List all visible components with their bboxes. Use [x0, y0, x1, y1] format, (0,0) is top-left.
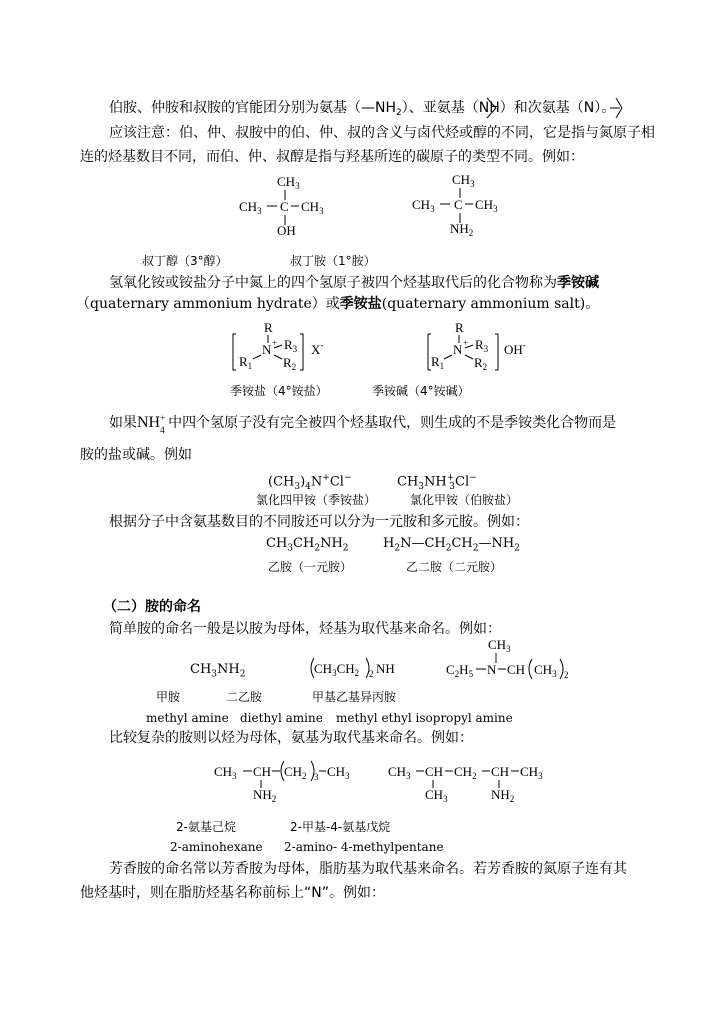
svg-text:CH2: $CH_2$ [284, 764, 307, 781]
svg-text:CH3: $CH_3$ [239, 199, 262, 216]
svg-text:R: R [264, 320, 273, 335]
svg-text:X-: X- [311, 340, 324, 357]
svg-text:CH3CH2: $CH_3CH_2$ [314, 661, 360, 678]
svg-text:CH: CH [507, 662, 526, 677]
en-methylamine: methyl amine [146, 711, 229, 725]
svg-text:CH3: $CH_3$ [488, 637, 511, 654]
svg-text:C2H5: $C_2H_5$ [446, 662, 474, 679]
para-quaternary-line1: 氢氧化铵或铵盐分子中氮上的四个氢原子被四个烃基取代后的化合物称为季铵碱 [109, 275, 599, 291]
svg-text:R: R [455, 320, 464, 335]
para-simple-naming: 简单胺的命名一般是以胺为母体，烃基为取代基来命名。例如： [109, 621, 501, 637]
tert-butanol-structure [235, 170, 375, 240]
formula-methylammonium-chloride: $CH_3NH^+_3Cl^-$ [397, 473, 477, 492]
en-methyl-ethyl-isopropylamine: methyl ethyl isopropyl amine [336, 711, 513, 725]
formula-diethylamine [306, 654, 416, 684]
svg-text:CH3: $CH_3$ [327, 764, 350, 781]
svg-text:CH3: $CH_3$ [214, 764, 237, 781]
label-quaternary-salt: 季铵盐（4°铵盐） [230, 384, 328, 398]
svg-text:OH-: OH- [504, 340, 526, 357]
svg-text:N: N [262, 342, 272, 357]
svg-text:NH: NH [376, 661, 395, 676]
svg-text:CH3: $CH_3$ [475, 197, 498, 214]
svg-text:CH3: $CH_3$ [520, 764, 543, 781]
label-quaternary-base: 季铵碱（4°铵碱） [372, 384, 470, 398]
term-quaternary-salt: 季铵盐 [339, 296, 382, 312]
svg-text:CH3: $CH_3$ [388, 764, 411, 781]
label-ethylamine: 乙胺（一元胺） [268, 560, 353, 574]
formula-tetramethylammonium-chloride: $(CH_3)_4N^+Cl^-$ [268, 473, 352, 492]
nitrilo-text: N）。 [583, 100, 616, 116]
label-tert-butanol: 叔丁醇（3°醇） [142, 254, 228, 268]
para-quaternary-line2: （quaternary ammonium hydrate）或季铵盐(quaternary ammonium salt)。 [76, 296, 600, 312]
en-2-amino-4-methylpentane: 2-amino- 4-methylpentane [284, 840, 444, 854]
para-note-line1: 应该注意：伯、仲、叔胺中的伯、仲、叔的含义与卤代烃或醇的不同，它是指与氮原子相 [109, 125, 655, 141]
svg-text:R2: $R_2$ [283, 355, 297, 372]
para-functional-groups: 伯胺、仲胺和叔胺的官能团分别为氨基$(—NH_2)$、亚氨基（NH）和次氨基（N）。 [109, 100, 616, 118]
para-note-line2: 连的烃基数目不同，而伯、仲、叔醇是指与羟基所连的碳原子的类型不同。例如： [80, 149, 584, 165]
formula-2-amino-4-methylpentane [388, 758, 568, 808]
para-complex-naming: 比较复杂的胺则以烃为母体，氨基为取代基来命名。例如： [109, 730, 473, 746]
svg-text:CH3: $CH_3$ [425, 787, 448, 804]
quaternary-salt-structure [228, 318, 348, 378]
imino-bond-mark [482, 94, 522, 124]
svg-text:C: C [454, 197, 463, 212]
label-methylamine: 甲胺 [156, 690, 181, 704]
svg-text:CH: CH [253, 764, 272, 779]
label-tert-butylamine: 叔丁胺（1°胺） [290, 254, 376, 268]
term-quaternary-hydroxide: 季铵碱 [557, 275, 599, 291]
formula-2-aminohexane [214, 758, 364, 808]
tert-butylamine-structure [408, 168, 548, 238]
svg-text:CH: CH [491, 764, 510, 779]
svg-text:+: + [463, 338, 469, 348]
en-diethylamine: diethyl amine [240, 711, 323, 725]
svg-text:NH2: $NH_2$ [253, 787, 277, 804]
formula-ethylamine: $CH_3CH_2NH_2$ [266, 536, 349, 554]
svg-text:N: N [487, 662, 497, 677]
svg-text:N: N [453, 342, 463, 357]
label-ethylenediamine: 乙二胺（二元胺） [406, 560, 503, 574]
svg-text:CH3: $CH_3$ [412, 197, 435, 214]
svg-text:R3: $R_3$ [284, 337, 298, 354]
para-aromatic-line2: 他烃基时，则在脂肪烃基名称前标上“N”。例如： [80, 885, 385, 901]
svg-text:NH2: $NH_2$ [491, 787, 515, 804]
label-2-methyl-4-aminopentane: 2-甲基-4-氨基戊烷 [290, 820, 391, 834]
svg-text:R3: $R_3$ [475, 337, 489, 354]
label-diethylamine: 二乙胺 [226, 690, 263, 704]
svg-text:CH3: $CH_3$ [301, 199, 324, 216]
quaternary-base-structure [423, 318, 563, 378]
para-mono-poly-amine: 根据分子中含氨基数目的不同胺还可以分为一元胺和多元胺。例如： [109, 514, 529, 530]
label-2-aminohexane: 2-氨基己烷 [176, 820, 236, 834]
label-methyl-ethyl-isopropylamine: 甲基乙基异丙胺 [312, 690, 397, 704]
nitrilo-bond-mark [608, 94, 648, 124]
label-tetramethylammonium-chloride: 氯化四甲铵（季铵盐） [256, 493, 377, 507]
svg-text:R1: $R_1$ [239, 354, 253, 371]
svg-text:CH3: $CH_3$ [534, 662, 557, 679]
para-ammonium-line2: 胺的盐或碱。例如 [80, 447, 192, 463]
svg-text:3: 3 [314, 772, 319, 782]
svg-text:NH2: $NH_2$ [450, 221, 474, 238]
section-heading-amine-naming: （二）胺的命名 [103, 599, 201, 615]
svg-text:CH3: $CH_3$ [452, 172, 475, 189]
en-2-aminohexane: 2-aminohexane [170, 840, 263, 854]
svg-text:CH3: $CH_3$ [277, 174, 300, 191]
formula-methylamine: $CH_3NH_2$ [190, 662, 246, 680]
svg-text:+: + [272, 338, 278, 348]
imino-text: NH）和次氨基（ [478, 100, 584, 116]
formula-methyl-ethyl-isopropylamine [446, 634, 616, 689]
svg-text:OH: OH [277, 223, 296, 238]
svg-text:C: C [280, 199, 289, 214]
svg-text:R1: $R_1$ [431, 354, 445, 371]
para-aromatic-line1: 芳香胺的命名常以芳香胺为母体，脂肪基为取代基来命名。若芳香胺的氮原子连有其 [109, 861, 627, 877]
formula-ethylenediamine: $H_2N—CH_2CH_2—NH_2$ [383, 536, 520, 554]
svg-text:R2: $R_2$ [474, 355, 488, 372]
svg-text:CH: CH [425, 764, 444, 779]
svg-text:CH2: $CH_2$ [454, 764, 477, 781]
svg-text:2: 2 [369, 669, 374, 679]
svg-text:2: 2 [564, 670, 569, 680]
label-methylammonium-chloride: 氯化甲铵（伯胺盐） [410, 493, 519, 507]
para-ammonium-line1: 如果NH + 4 中四个氢原子没有完全被四个烃基取代，则生成的不是季铵类化合物而是 [109, 413, 617, 435]
